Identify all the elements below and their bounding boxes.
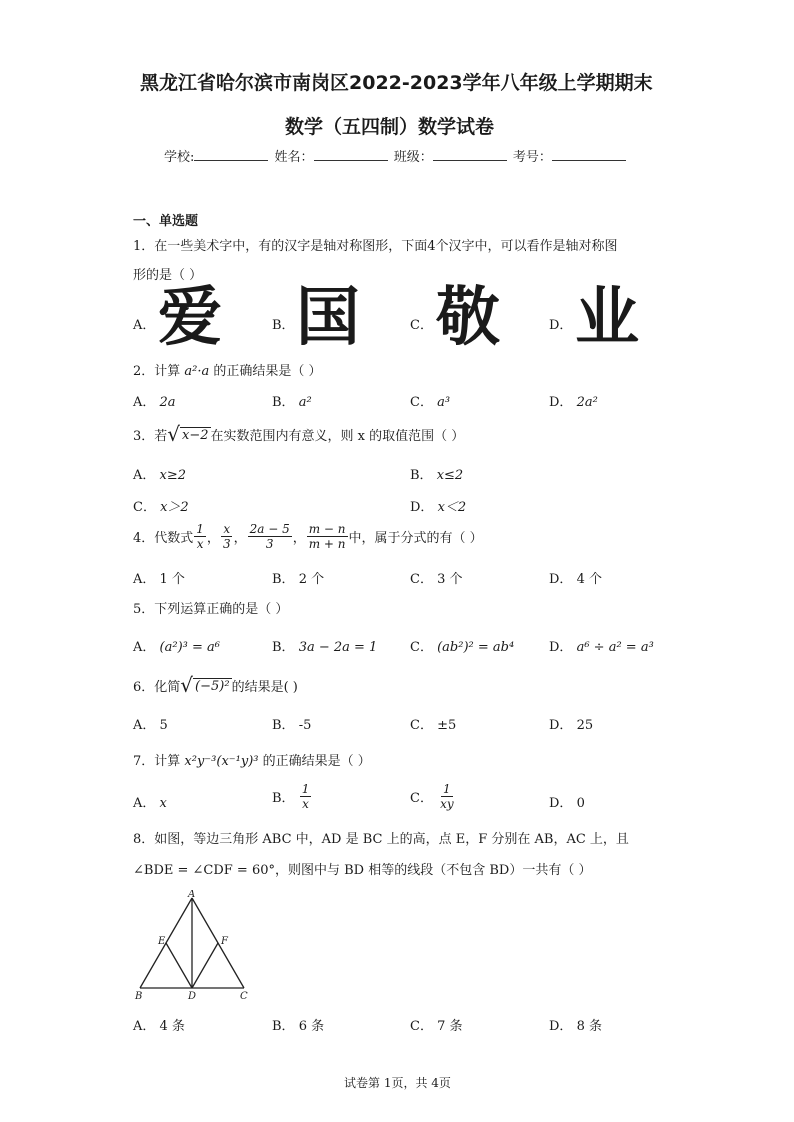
q5-option-b[interactable] (272, 636, 377, 655)
q2-stem (133, 360, 322, 379)
school-label: 学校: (164, 150, 195, 165)
q3-option-c[interactable] (133, 496, 189, 515)
q7-option-c[interactable] (410, 782, 457, 811)
radical-icon: √ (180, 673, 194, 697)
q8-option-c[interactable] (410, 1015, 463, 1034)
q3-stem-pre: 3．若 (133, 428, 168, 444)
label-a: A (188, 890, 196, 900)
option-letter: C． (410, 718, 433, 733)
option-text: 4 个 (576, 572, 602, 587)
option-letter: D． (549, 718, 573, 733)
section-heading: 一、单选题 (133, 214, 199, 229)
option-letter: A． (133, 572, 156, 587)
q7-stem-math: x²y⁻³(x⁻¹y)³ (184, 754, 259, 769)
name-blank[interactable] (314, 148, 388, 161)
segment-ed (166, 943, 192, 988)
option-text: 5 (159, 718, 168, 733)
q4-fraction-3 (248, 522, 292, 551)
numerator: 2a − 5 (249, 522, 290, 536)
option-letter: D． (549, 572, 573, 587)
q1-option-a-char: 爱 (158, 281, 222, 355)
numerator: x (223, 522, 231, 536)
name-label: 姓名： (274, 150, 314, 165)
triangle-figure (128, 890, 258, 1005)
q7-option-b[interactable] (272, 782, 312, 811)
option-text: 2a (159, 395, 176, 410)
denominator: xy (440, 797, 454, 811)
option-letter: A． (133, 640, 156, 655)
option-text: 2 个 (298, 572, 325, 587)
option-text: ±5 (437, 718, 457, 733)
option-text: 0 (576, 796, 585, 811)
q8-stem-line1: 8．如图，等边三角形 ABC 中，AD 是 BC 上的高，点 E，F 分别在 AB，AC 上，且 (133, 832, 629, 847)
label-b: B (135, 991, 143, 1002)
label-c: C (240, 991, 248, 1002)
q3-option-d[interactable] (410, 496, 466, 515)
q7-stem-pre: 7．计算 (133, 754, 181, 769)
q4-fraction-4 (307, 522, 348, 551)
option-letter: B． (272, 572, 295, 587)
q4-stem-pre: 4．代数式 (133, 531, 194, 546)
option-text: (a²)³ = a⁶ (159, 640, 220, 655)
q6-sqrt (180, 675, 231, 695)
option-letter: A． (133, 468, 156, 483)
page-footer: 试卷第 1页，共 4页 (344, 1076, 451, 1090)
q3-option-a[interactable] (133, 464, 186, 483)
figure-lines (140, 898, 244, 988)
q7-option-d[interactable] (549, 792, 585, 811)
denominator: x (302, 797, 309, 811)
option-letter: C． (410, 395, 433, 410)
numerator: 1 (196, 522, 204, 536)
option-text: a² (298, 395, 312, 410)
option-letter: A． (133, 796, 156, 811)
q4-option-a[interactable] (133, 568, 185, 587)
q6-radicand: (−5)² (195, 679, 230, 694)
title-line-2: 数学（五四制）数学试卷 (285, 116, 495, 138)
title-line-1: 黑龙江省哈尔滨市南岗区2022-2023学年八年级上学期期末 (140, 72, 653, 94)
student-info-row (164, 146, 628, 165)
q1-option-d-letter[interactable]: D． (549, 318, 573, 333)
denominator: x (196, 537, 204, 551)
option-fraction (300, 782, 312, 811)
q8-stem-line2: ∠BDE = ∠CDF = 60°，则图中与 BD 相等的线段（不包含 BD）一共有（ ） (133, 863, 592, 878)
q1-option-c-char: 敬 (436, 281, 500, 355)
q3-stem (133, 424, 464, 444)
numerator: 1 (301, 782, 310, 796)
option-letter: C． (410, 640, 433, 655)
option-text: x (159, 796, 167, 811)
option-text: -5 (298, 718, 312, 733)
q2-stem-pre: 2．计算 (133, 364, 181, 379)
q1-stem-line2: 形的是（ ） (133, 268, 203, 283)
option-letter: D． (549, 1019, 573, 1034)
q6-option-c[interactable] (410, 714, 456, 733)
option-text: 3 个 (437, 572, 463, 587)
q3-stem-post: 在实数范围内有意义，则 x 的取值范围（ ） (210, 428, 465, 444)
option-text: x＜2 (437, 500, 467, 515)
q1-option-a-letter[interactable]: A． (133, 318, 156, 333)
option-letter: B． (272, 791, 295, 806)
option-letter: D． (549, 796, 573, 811)
q7-stem-post: 的正确结果是（ ） (262, 754, 371, 769)
q8-option-b[interactable] (272, 1015, 324, 1034)
q8-option-a[interactable] (133, 1015, 185, 1034)
label-e: E (158, 936, 166, 947)
option-text: 7 条 (437, 1019, 463, 1034)
option-letter: C． (410, 1019, 433, 1034)
class-blank[interactable] (433, 148, 507, 161)
option-letter: B． (272, 1019, 295, 1034)
q3-radicand: x−2 (182, 428, 209, 443)
q1-option-b-letter[interactable]: B． (272, 318, 295, 333)
option-letter: A． (133, 395, 156, 410)
option-text: 2a² (576, 395, 598, 410)
q8-option-d[interactable] (549, 1015, 602, 1034)
q4-stem-post: 中，属于分式的有（ ） (348, 531, 483, 546)
q6-option-b[interactable] (272, 714, 311, 733)
separator: ， (233, 531, 247, 546)
q5-option-a[interactable] (133, 636, 220, 655)
denominator: m + n (308, 537, 346, 551)
q6-option-d[interactable] (549, 714, 593, 733)
option-letter: D． (549, 640, 573, 655)
option-letter: B． (272, 395, 295, 410)
option-text: 25 (576, 718, 594, 733)
separator: ， (206, 531, 220, 546)
q6-stem-pre: 6．化简 (133, 679, 181, 695)
exam-number-label: 考号： (512, 150, 552, 165)
q3-option-b[interactable] (410, 464, 463, 483)
q4-fraction-1 (194, 522, 206, 551)
q5-option-c[interactable] (410, 636, 514, 655)
q7-stem (133, 750, 371, 769)
label-d: D (188, 991, 197, 1002)
q4-stem (133, 522, 483, 551)
q2-option-c[interactable] (410, 391, 450, 410)
option-text: 3a − 2a = 1 (298, 640, 378, 655)
option-letter: D． (410, 500, 434, 515)
option-text: x＞2 (160, 500, 189, 515)
option-letter: C． (410, 791, 433, 806)
option-fraction (438, 782, 456, 811)
radical-icon: √ (167, 422, 181, 446)
option-text: x≥2 (159, 468, 187, 483)
option-text: 1 个 (159, 572, 185, 587)
q2-stem-post: 的正确结果是（ ） (213, 364, 322, 379)
option-letter: C． (410, 572, 433, 587)
option-text: 6 条 (298, 1019, 325, 1034)
option-letter: B． (272, 640, 295, 655)
option-text: 8 条 (576, 1019, 602, 1034)
q1-option-d-char: 业 (575, 281, 639, 355)
exam-number-blank[interactable] (552, 148, 626, 161)
separator: ， (292, 531, 306, 546)
q2-option-d[interactable] (549, 391, 598, 410)
q1-stem-line1: 1．在一些美术字中，有的汉字是轴对称图形，下面4个汉字中，可以看作是轴对称图 (133, 239, 618, 254)
q6-option-a[interactable] (133, 714, 168, 733)
option-letter: A． (133, 718, 156, 733)
q4-option-c[interactable] (410, 568, 463, 587)
q3-sqrt (167, 424, 210, 444)
denominator: 3 (222, 537, 231, 551)
class-label: 班级： (393, 150, 433, 165)
q6-stem-post: 的结果是( ) (231, 679, 298, 695)
option-text: 4 条 (159, 1019, 185, 1034)
q4-fraction-2 (221, 522, 233, 551)
numerator: 1 (443, 782, 451, 796)
school-blank[interactable] (194, 148, 268, 161)
q1-option-b-char: 国 (296, 281, 360, 355)
segment-fd (192, 943, 218, 988)
option-letter: C． (133, 500, 156, 515)
q5-stem: 5．下列运算正确的是（ ） (133, 602, 289, 617)
denominator: 3 (265, 537, 274, 551)
option-text: a³ (437, 395, 451, 410)
q7-option-a[interactable] (133, 792, 167, 811)
label-f: F (221, 936, 228, 947)
option-letter: B． (272, 718, 295, 733)
q2-stem-math: a²·a (184, 364, 210, 379)
option-text: x≤2 (436, 468, 464, 483)
q2-option-b[interactable] (272, 391, 312, 410)
numerator: m − n (308, 522, 346, 536)
option-letter: D． (549, 395, 573, 410)
option-text: a⁶ ÷ a² = a³ (576, 640, 654, 655)
q2-option-a[interactable] (133, 391, 176, 410)
q4-option-d[interactable] (549, 568, 602, 587)
q1-option-c-letter[interactable]: C． (410, 318, 433, 333)
option-letter: B． (410, 468, 433, 483)
q4-option-b[interactable] (272, 568, 324, 587)
q5-option-d[interactable] (549, 636, 654, 655)
option-text: (ab²)² = ab⁴ (437, 640, 515, 655)
option-letter: A． (133, 1019, 156, 1034)
q6-stem (133, 675, 298, 695)
